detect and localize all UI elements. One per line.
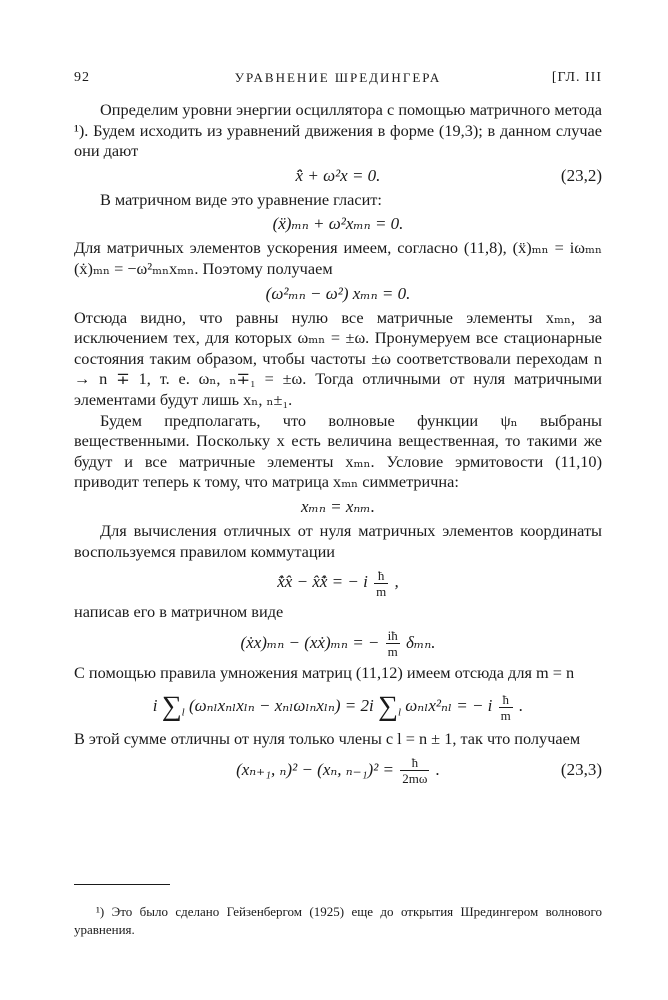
fraction [386,628,400,659]
equation-part-a: i [152,696,158,716]
footnote: ¹) Это было сделано Гейзенбергом (1925) еще до открытия Шредингером волнового уравнения. [74,904,602,937]
paragraph-9: В этой сумме отличны от нуля только члены с l = n ± 1, так что получаем [74,729,581,749]
equation-23-2 [74,162,602,190]
equation-frequency [74,280,602,308]
equation-part-b: (ωₙₗxₙₗxₗₙ − xₙₗωₗₙxₗₙ) = 2i [188,696,374,716]
equation-number: (23,2) [560,165,602,185]
fraction-denominator: 2mω [402,771,428,787]
equation-23-3 [74,750,602,790]
paragraph-4: Отсюда видно, что равны нулю все матричные элементы xₘₙ, за исключением тех, для которых ωₘₙ = ±ω. Пронумеруем все стационарные состояния таким образом, чтобы частоты ±ω соответствовали переходам n → n ∓ 1, т. е. ωₙ, ₙ∓₁ = ±ω. Тогда отличными от нуля матричными элементами будут лишь xₙ, ₙ±₁. [74,307,602,409]
equation-number: (23,3) [560,759,602,779]
equation-end: . [435,759,440,779]
equation-part-c: ωₙₗx²ₙₗ = − i [405,696,493,716]
equation-body: (ω²ₘₙ − ω²) xₘₙ = 0. [265,283,411,303]
page-number: 92 [74,70,90,85]
paragraph-8: С помощью правила умножения матриц (11,12) имеем отсюда для m = n [74,662,575,682]
equation-body: xₘₙ = xₙₘ. [301,496,375,516]
equation-sum: i $\sum_l$ (ωₙₗxₙₗxₗₙ − xₙₗωₗₙxₗₙ) = 2i $\sum_l$ ωₙₗx²ₙₗ = − i $\frac{ħ}{m}$ . [152,691,524,723]
fraction-numerator: ħ [374,568,388,584]
fraction [374,568,388,599]
equation-matrix-form [74,210,602,238]
sum-symbol: ∑ [161,691,182,723]
fraction-denominator: m [387,644,398,660]
fraction-numerator: ħ [499,692,513,708]
equation-body: x̂̈ + ω²x = 0. [295,165,381,185]
running-header [74,70,602,90]
fraction-denominator: m [500,707,511,723]
equation-symmetric [74,493,602,521]
footnote-divider [74,884,170,885]
equation-body: (ẍ)ₘₙ + ω²xₘₙ = 0. [272,214,404,234]
main-text [74,100,602,790]
equation-end: δₘₙ. [406,632,436,652]
fraction [499,692,513,723]
paragraph-5: Будем предполагать, что волновые функции ψₙ выбраны вещественными. Поскольку x есть величина вещественная, то такими же будут и все матричные элементы xₘₙ. Условие эрмитовости (11,10) приводит теперь к тому, что матрица xₘₙ симметрична: [74,410,602,492]
fraction-denominator: m [376,583,387,599]
fraction-numerator: ħ [400,755,429,771]
running-title: УРАВНЕНИЕ ШРЕДИНГЕРА [234,70,442,85]
equation-end: . [519,696,524,716]
equation-left: x̂̇x̂ − x̂x̂̇ = − i [277,572,368,592]
equation-end: , [394,572,399,592]
paragraph-2: В матричном виде это уравнение гласит: [100,189,382,209]
chapter-label: [ГЛ. III [551,70,602,85]
paragraph-1: Определим уровни энергии осциллятора с помощью матричного метода ¹). Будем исходить из уравнений движения в форме (19,3); в данном случае они дают [74,100,602,161]
fraction [400,755,429,786]
fraction-numerator: iħ [387,628,398,644]
sum-symbol: ∑ [378,691,398,723]
equation-left: (ẋx)ₘₙ − (xẋ)ₘₙ = − [240,632,380,652]
paragraph-3: Для матричных элементов ускорения имеем, согласно (11,8), (ẍ)ₘₙ = iωₘₙ (ẋ)ₘₙ = −ω²ₘₙxₘₙ. Поэтому получаем [74,238,602,278]
paragraph-6: Для вычисления отличных от нуля матричных элементов координаты воспользуемся правилом коммутации [74,520,602,561]
paragraph-7: написав его в матричном виде [74,602,284,622]
equation-commutation-matrix [74,623,602,663]
equation-left: (xₙ₊₁, ₙ)² − (xₙ, ₙ₋₁)² = [236,759,395,779]
equation-commutation [74,562,602,602]
